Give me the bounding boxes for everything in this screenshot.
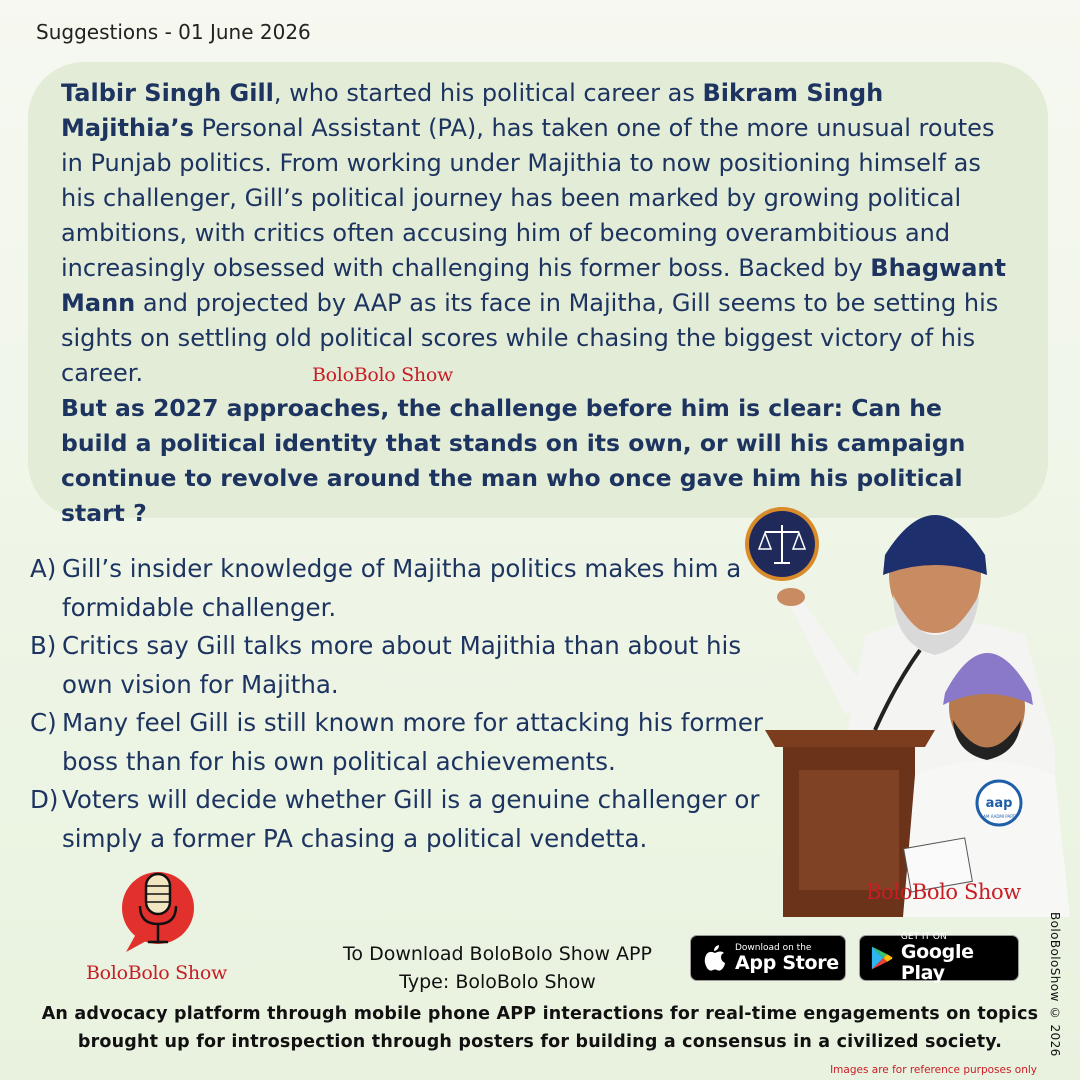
story-question: But as 2027 approaches, the challenge before him is clear: Can he build a political identity that stands on its own, or will his campaign continue to revolve around the man who once gave him his political start ? bbox=[61, 394, 966, 527]
subject-name: Talbir Singh Gill bbox=[61, 79, 274, 107]
app-store-label: App Store bbox=[735, 951, 839, 974]
microphone-logo-icon bbox=[118, 868, 198, 958]
app-store-button[interactable] bbox=[690, 935, 846, 981]
copyright-notice: BoloBoloShow © 2026 bbox=[1048, 912, 1062, 1057]
post-date: Suggestions - 01 June 2026 bbox=[36, 20, 311, 44]
option-c[interactable] bbox=[30, 704, 790, 781]
google-play-label: Google Play bbox=[900, 941, 974, 984]
option-text: Critics say Gill talks more about Majithia than about his own vision for Majitha. bbox=[62, 631, 742, 699]
google-play-icon bbox=[870, 945, 893, 971]
option-letter: B) bbox=[30, 631, 57, 660]
story-paragraph bbox=[61, 76, 1008, 391]
option-text: Gill’s insider knowledge of Majitha politics makes him a formidable challenger. bbox=[62, 554, 742, 622]
app-store-small-text: Download on the bbox=[735, 942, 812, 953]
story-text-b: Personal Assistant (PA), has taken one of the more unusual routes in Punjab politics. From working under Majithia to now positioning himself as his challenger, Gill’s political journey has been marked by growing political ambitions, with critics often accusing him of becoming overambitious and increasingly obsessed with challenging his former boss. Backed by bbox=[61, 114, 995, 282]
platform-tagline: An advocacy platform through mobile phone APP interactions for real-time engagements on topics brought up for introspection through posters for building a consensus in a civilized society. bbox=[41, 1004, 1039, 1052]
story-text-c: and projected by AAP as its face in Majitha, Gill seems to be setting his sights on settling old political scores while chasing the biggest victory of his career. bbox=[61, 289, 999, 387]
option-letter: A) bbox=[30, 554, 57, 583]
brand-name: BoloBolo Show bbox=[86, 962, 227, 984]
apple-icon bbox=[703, 944, 727, 972]
former-boss-name: Bikram Singh Majithia’s bbox=[61, 79, 884, 142]
option-letter: D) bbox=[30, 785, 59, 814]
party-badge-sub: AAM AADMI PARTY bbox=[980, 814, 1018, 819]
google-play-small-text: GET IT ON bbox=[900, 932, 947, 942]
story-text-a: , who started his political career as bbox=[273, 79, 703, 107]
download-line-1: To Download BoloBolo Show APP bbox=[343, 943, 652, 965]
download-line-2: Type: BoloBolo Show bbox=[399, 971, 596, 993]
option-a[interactable] bbox=[30, 550, 790, 627]
google-play-button[interactable] bbox=[859, 932, 1019, 984]
party-badge: aap bbox=[985, 796, 1013, 811]
option-b[interactable] bbox=[30, 627, 790, 704]
story-card bbox=[28, 62, 1048, 527]
backer-name: Bhagwant Mann bbox=[61, 254, 1006, 317]
option-d[interactable] bbox=[30, 781, 790, 858]
options-list bbox=[30, 550, 790, 858]
option-letter: C) bbox=[30, 708, 57, 737]
image-disclaimer: Images are for reference purposes only bbox=[830, 1064, 1037, 1076]
card-watermark: BoloBolo Show bbox=[312, 364, 453, 386]
scales-of-justice-icon bbox=[745, 507, 819, 581]
option-text: Many feel Gill is still known more for attacking his former boss than for his own political achievements. bbox=[62, 708, 763, 776]
option-text: Voters will decide whether Gill is a genuine challenger or simply a former PA chasing a political vendetta. bbox=[62, 785, 760, 853]
illustration-watermark: BoloBolo Show bbox=[866, 880, 1021, 904]
download-instructions bbox=[300, 940, 695, 996]
politicians-illustration bbox=[735, 485, 1075, 917]
